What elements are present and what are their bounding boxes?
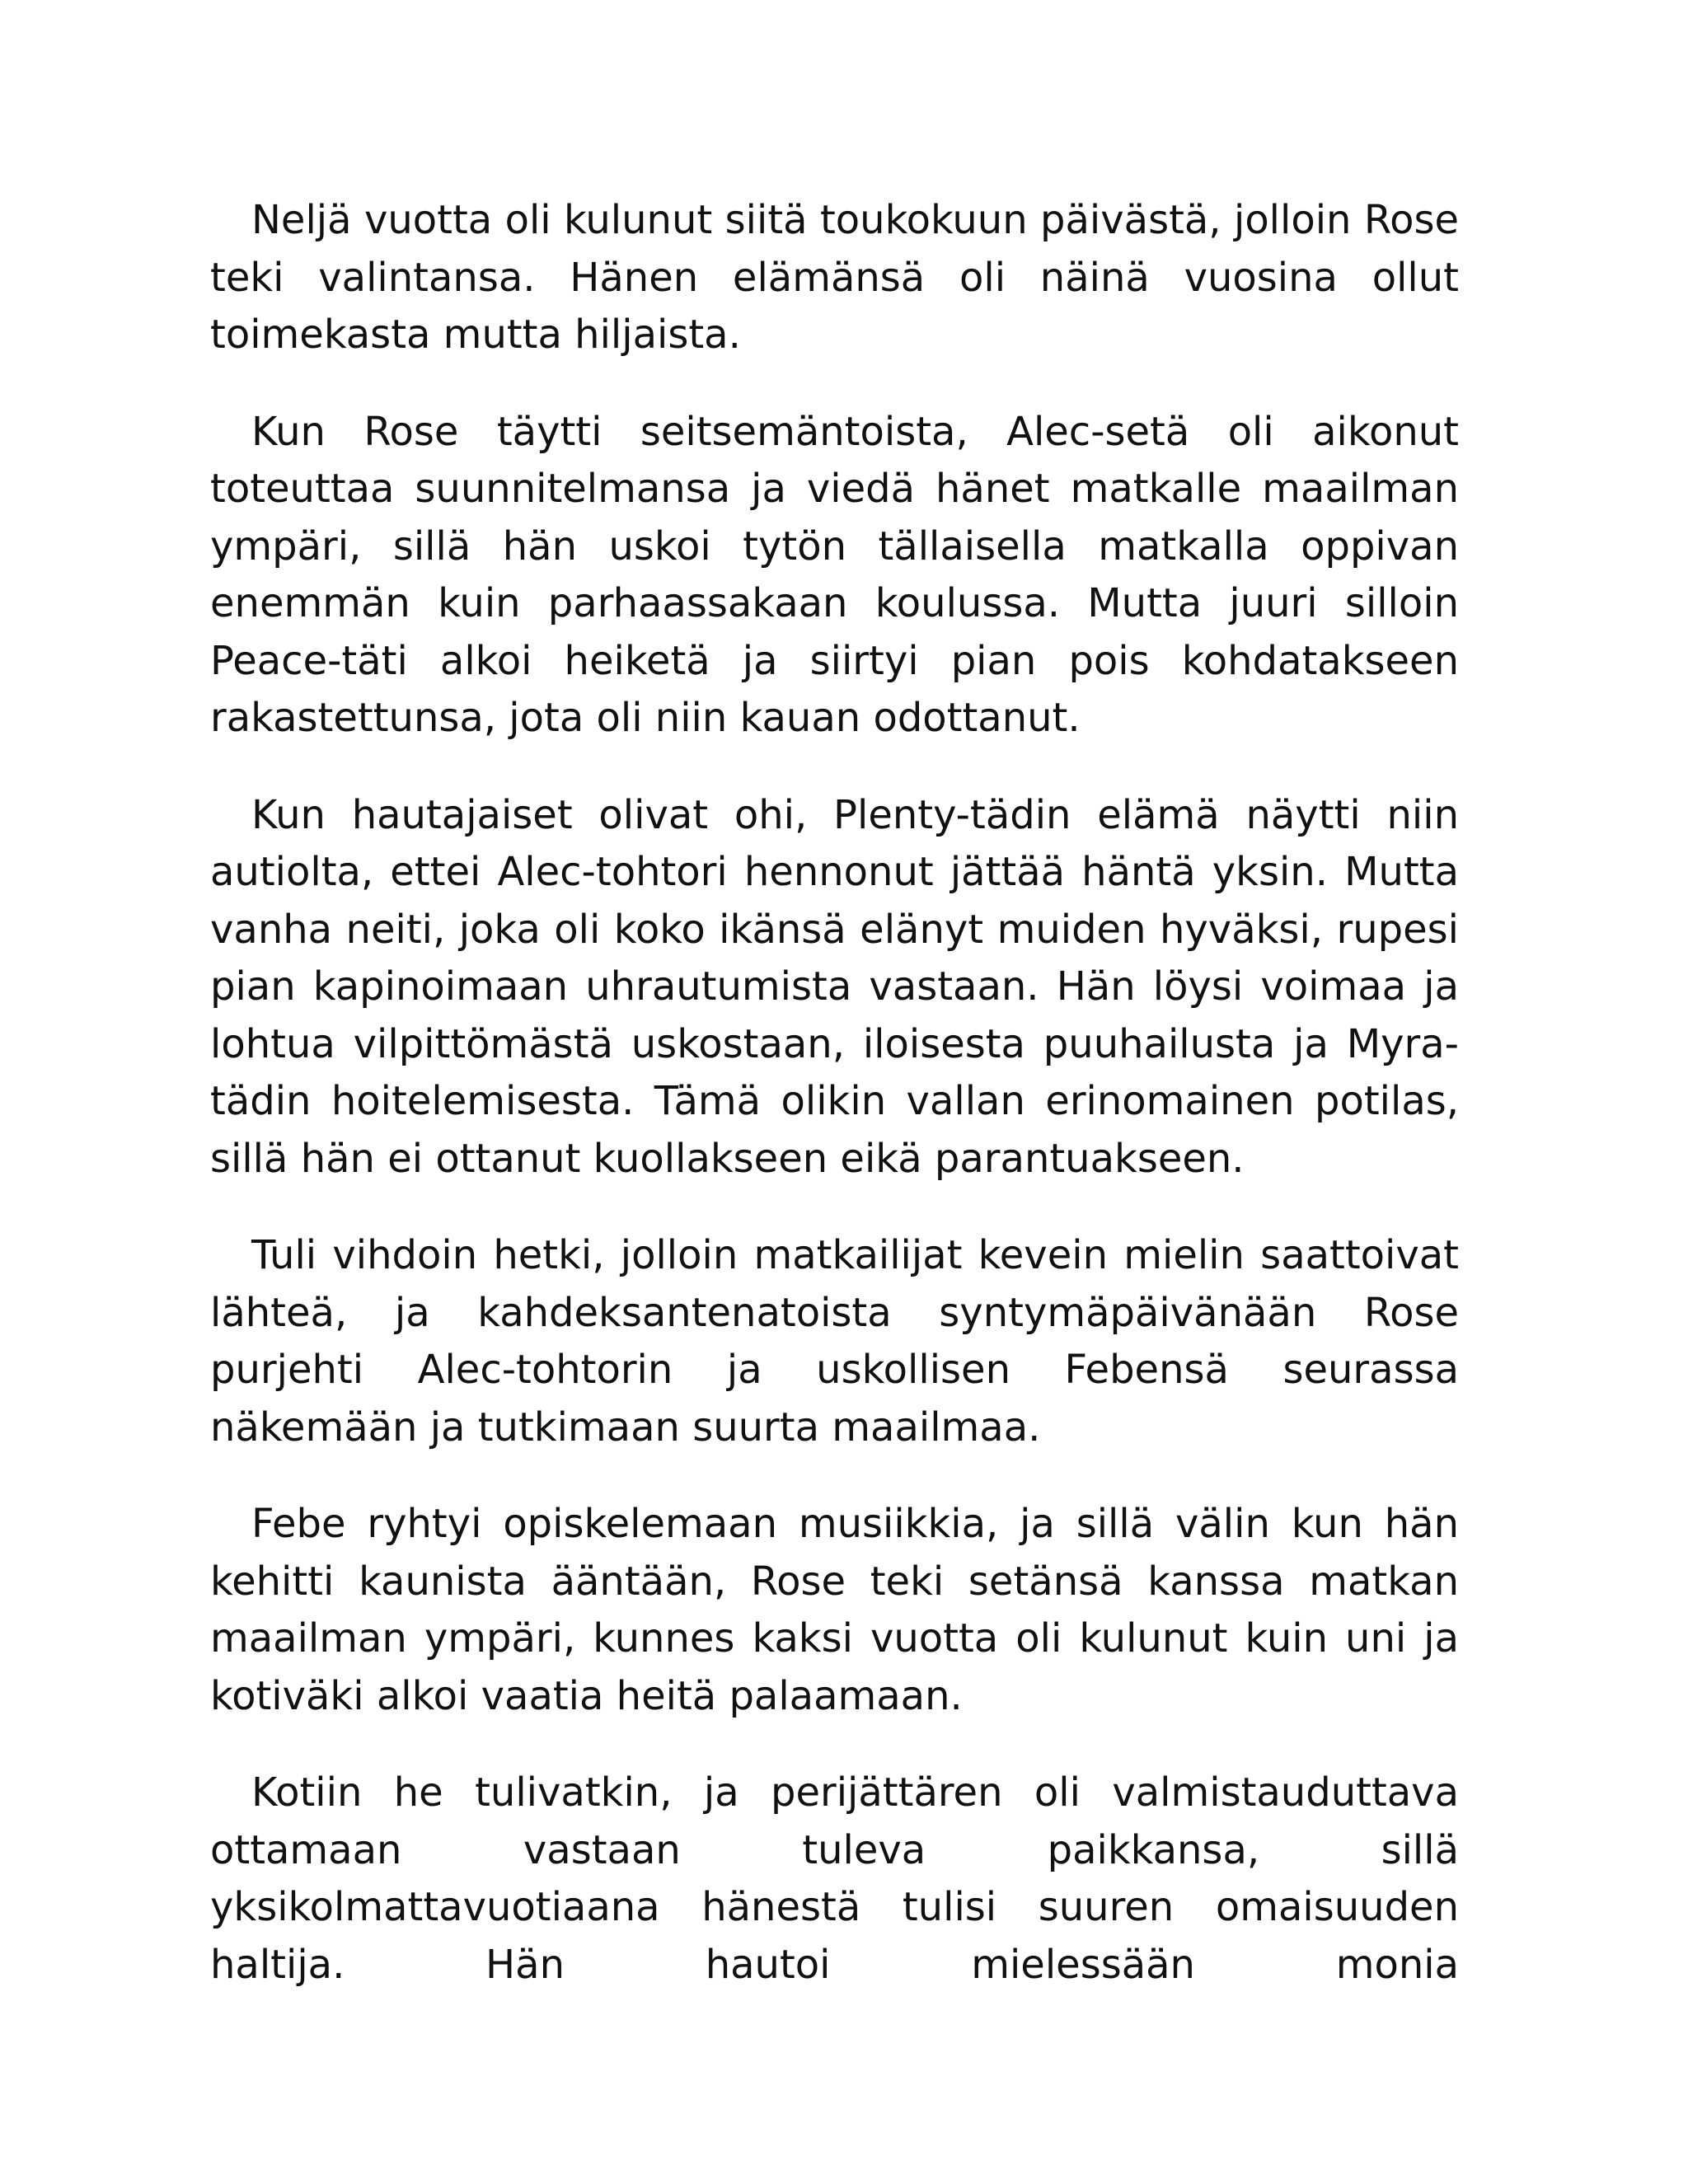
body-text	[210, 192, 1459, 1994]
paragraph-3: Kun hautajaiset olivat ohi, Plenty-tädin elämä näytti niin autiolta, ettei Alec-tohtori hennonut jättää häntä yksin. Mutta vanha neiti, joka oli koko ikänsä elänyt muiden hyväksi, rupesi pian kapinoimaan uhrautumista vastaan. Hän löysi voimaa ja lohtua vilpittömästä uskostaan, iloisesta puuhailusta ja Myra-tädin hoitelemisesta. Tämä olikin vallan erinomainen potilas, sillä hän ei ottanut kuollakseen eikä parantuakseen.	[210, 791, 1459, 1182]
paragraph-1: Neljä vuotta oli kulunut siitä toukokuun päivästä, jolloin Rose teki valintansa. Hänen elämänsä oli näinä vuosina ollut toimekasta mutta hiljaista.	[210, 197, 1459, 358]
paragraph-6: Kotiin he tulivatkin, ja perijättären oli valmistauduttava ottamaan vastaan tuleva paikkansa, sillä yksikolmattavuotiaana hänestä tulisi suuren omaisuuden haltija. Hän hautoi mielessään monia	[210, 1769, 1459, 1988]
paragraph-4: Tuli vihdoin hetki, jolloin matkailijat kevein mielin saattoivat lähteä, ja kahdeksantenatoista syntymäpäivänään Rose purjehti Alec-tohtorin ja uskollisen Febensä seurassa näkemään ja tutkimaan suurta maailmaa.	[210, 1232, 1459, 1451]
paragraph-2: Kun Rose täytti seitsemäntoista, Alec-setä oli aikonut toteuttaa suunnitelmansa ja viedä hänet matkalle maailman ympäri, sillä hän uskoi tytön tällaisella matkalla oppivan enemmän kuin parhaassakaan koulussa. Mutta juuri silloin Peace-täti alkoi heiketä ja siirtyi pian pois kohdatakseen rakastettunsa, jota oli niin kauan odottanut.	[210, 408, 1459, 741]
paragraph-5: Febe ryhtyi opiskelemaan musiikkia, ja sillä välin kun hän kehitti kaunista ääntään, Rose teki setänsä kanssa matkan maailman ympäri, kunnes kaksi vuotta oli kulunut kuin uni ja kotiväki alkoi vaatia heitä palaamaan.	[210, 1501, 1459, 1719]
